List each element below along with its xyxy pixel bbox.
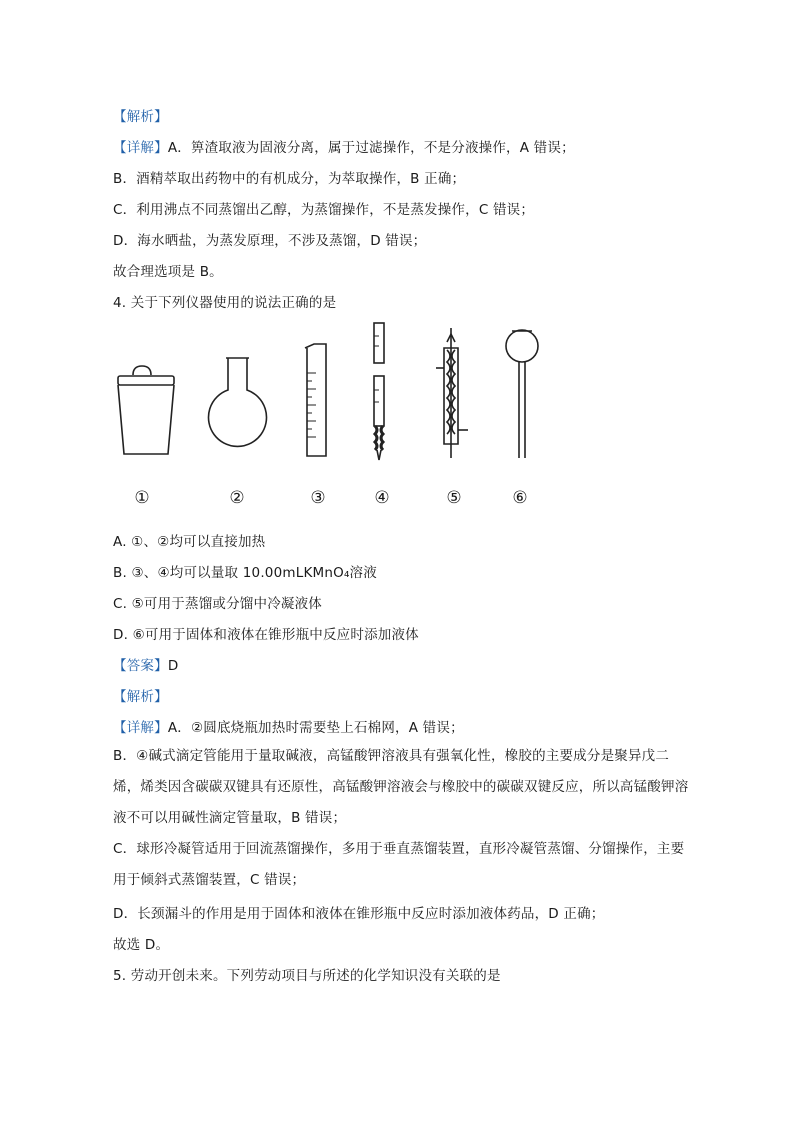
q4-conclusion: 故选 D。 — [113, 937, 170, 953]
analysis-tag: 【解析】 — [113, 109, 168, 125]
label-1: ① — [134, 488, 150, 508]
label-2: ② — [229, 488, 245, 508]
graduated-cylinder-icon — [305, 344, 326, 456]
detail-a-text: A．箅渣取液为固液分离，属于过滤操作，不是分液操作，A 错误； — [167, 140, 575, 156]
label-3: ③ — [310, 488, 326, 508]
question-4-stem: 4. 关于下列仪器使用的说法正确的是 — [113, 295, 337, 311]
burette-icon — [374, 323, 384, 460]
question-5-stem: 5. 劳动开创未来。下列劳动项目与所述的化学知识没有关联的是 — [113, 968, 501, 984]
apparatus-figure — [100, 318, 580, 468]
detail-tag-2: 【详解】 — [113, 720, 168, 736]
detail-tag: 【详解】 — [113, 140, 168, 156]
q4-detail-b: B．④碱式滴定管能用于量取碱液，高锰酸钾溶液具有强氧化性，橡胶的主要成分是聚异戊二烯，烯类因含碳碳双键具有还原性，高锰酸钾溶液会与橡胶中的碳碳双键反应，所以高锰酸钾溶液不可以用碱性滴定管量取，B 错误； — [113, 748, 689, 826]
q4-detail-c: C．球形冷凝管适用于回流蒸馏操作，多用于垂直蒸馏装置，直形冷凝管蒸馏、分馏操作，主要用于倾斜式蒸馏装置，C 错误； — [113, 841, 685, 888]
label-4: ④ — [374, 488, 390, 508]
option-b: B. ③、④均可以量取 10.00mLKMnO₄溶液 — [113, 565, 377, 581]
label-6: ⑥ — [512, 488, 528, 508]
option-a: A. ①、②均可以直接加热 — [113, 534, 266, 550]
crucible-icon — [118, 366, 174, 454]
q4-detail-d: D．长颈漏斗的作用是用于固体和液体在锥形瓶中反应时添加液体药品，D 正确； — [113, 906, 605, 922]
option-c: C. ⑤可用于蒸馏或分馏中冷凝液体 — [113, 596, 323, 612]
answer-line — [113, 654, 178, 674]
q4-detail-a-text: A．②圆底烧瓶加热时需要垫上石棉网，A 错误； — [167, 720, 464, 736]
analysis-tag-2: 【解析】 — [113, 689, 168, 705]
answer-value: D — [167, 658, 179, 674]
option-d: D. ⑥可用于固体和液体在锥形瓶中反应时添加液体 — [113, 627, 419, 643]
bulb-condenser-icon — [436, 328, 468, 458]
detail-line-b: B．酒精萃取出药物中的有机成分，为萃取操作，B 正确； — [113, 171, 466, 187]
detail-line-d: D．海水晒盐，为蒸发原理，不涉及蒸馏，D 错误； — [113, 233, 427, 249]
label-5: ⑤ — [446, 488, 462, 508]
long-neck-funnel-icon — [506, 330, 538, 458]
detail-line-a — [113, 136, 575, 156]
conclusion-line: 故合理选项是 B。 — [113, 264, 223, 280]
answer-tag: 【答案】 — [113, 658, 168, 674]
round-bottom-flask-icon — [209, 358, 267, 446]
detail-line-c: C．利用沸点不同蒸馏出乙醇，为蒸馏操作，不是蒸发操作，C 错误； — [113, 202, 535, 218]
q4-detail-a — [113, 716, 464, 736]
